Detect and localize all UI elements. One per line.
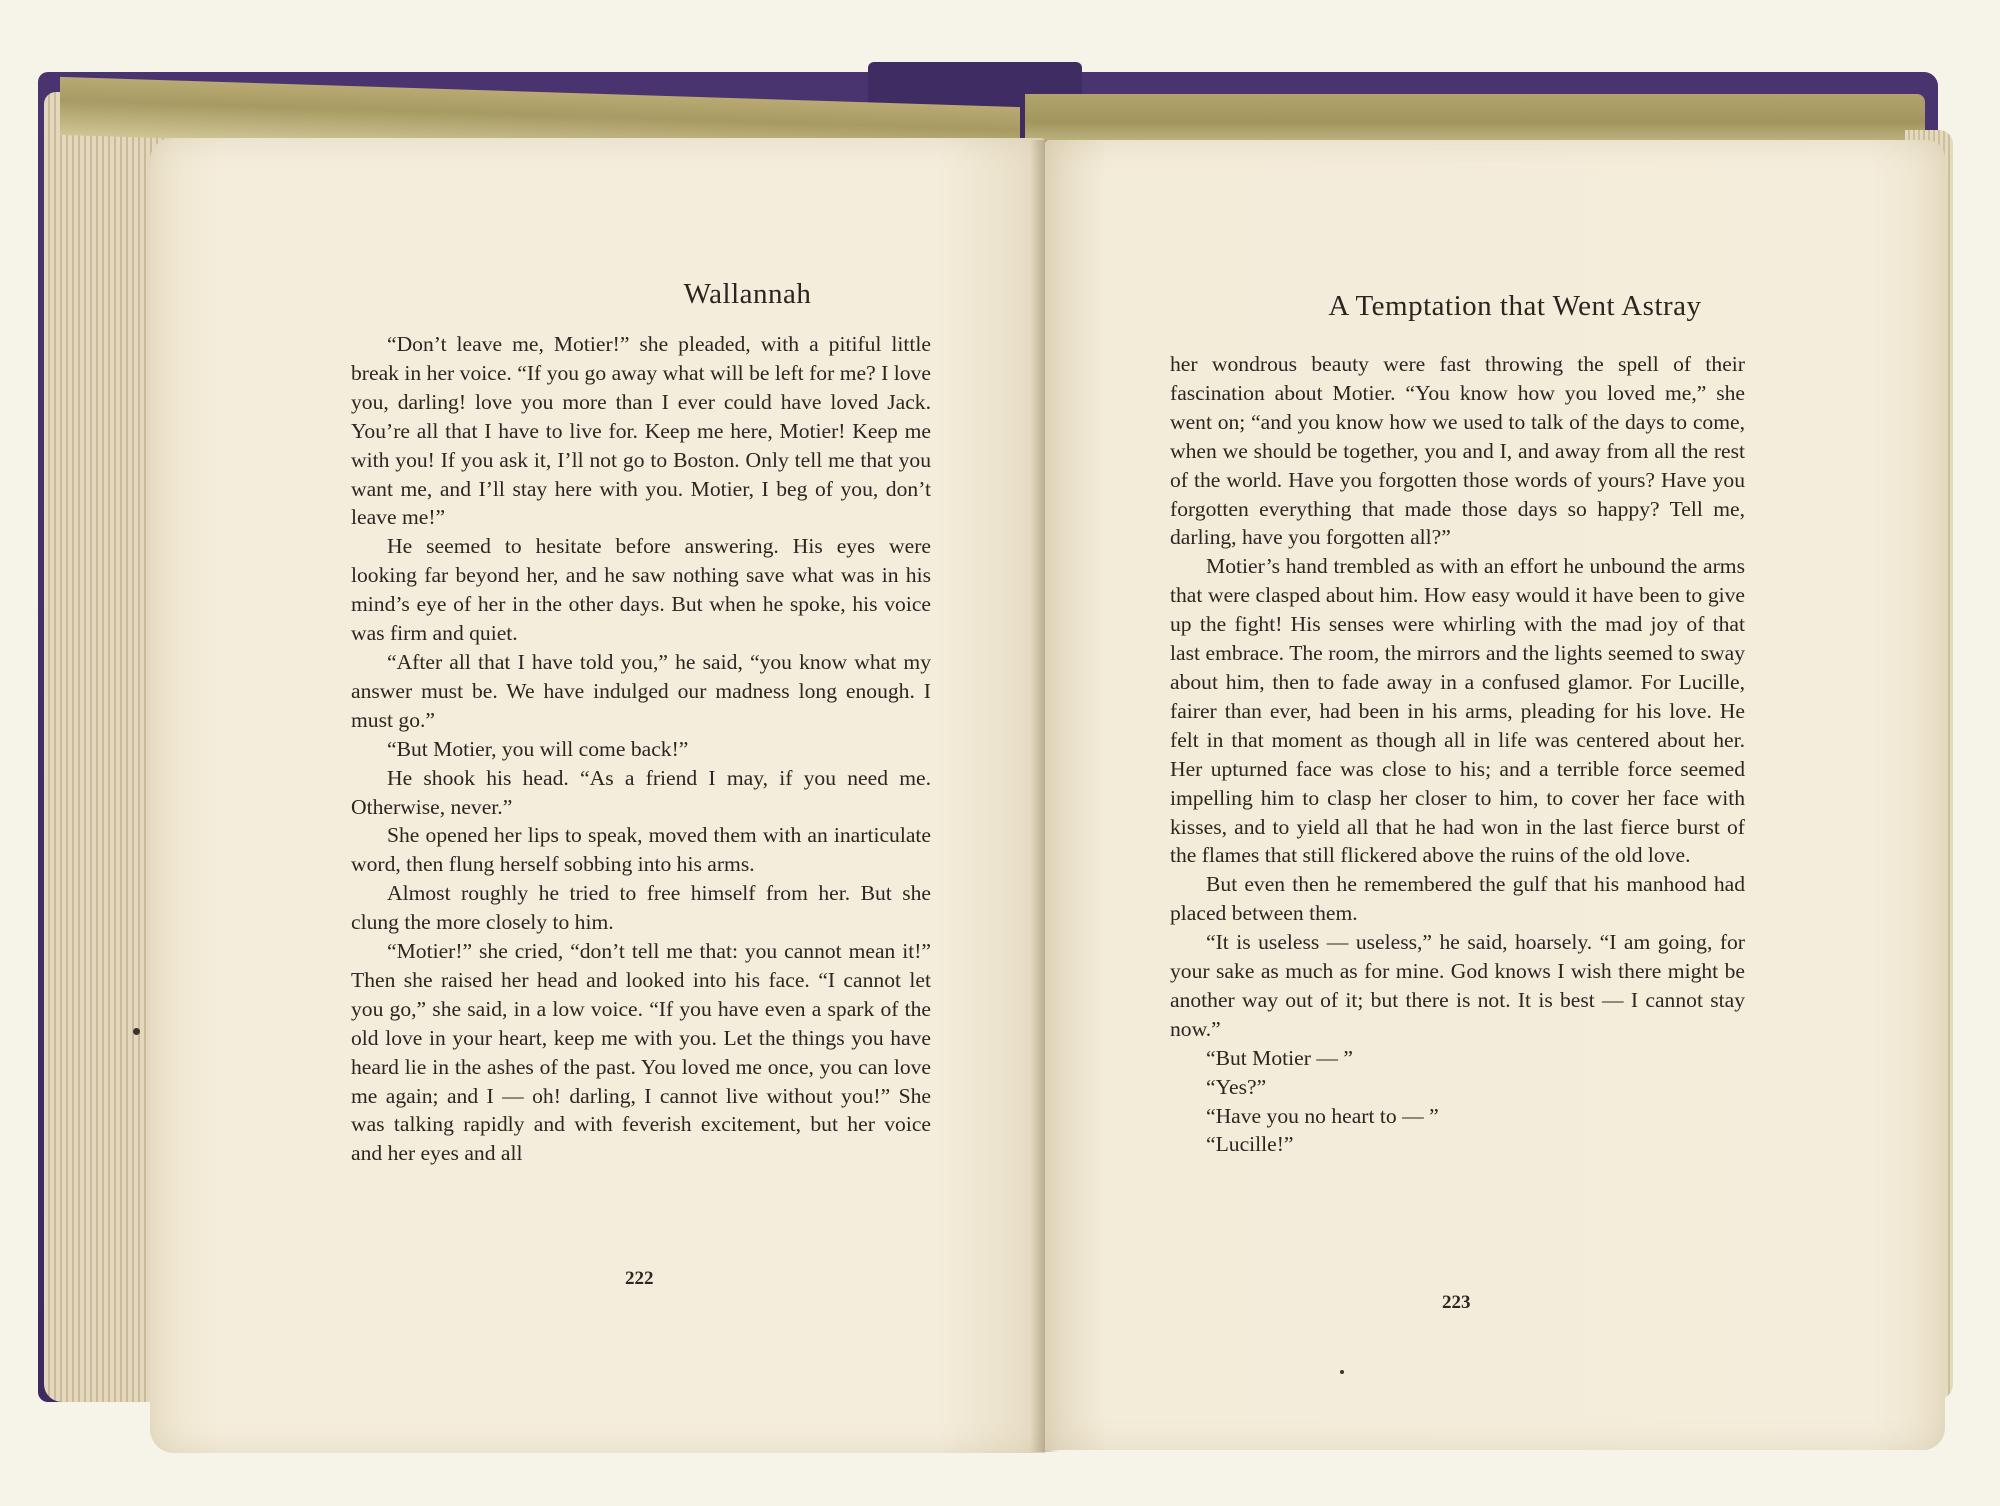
left-page <box>150 138 1045 1453</box>
paragraph: “Have you no heart to — ” <box>1206 1103 1439 1128</box>
right-page <box>1045 140 1945 1450</box>
paragraph: “After all that I have told you,” he said, “you know what my answer must be. We have indulged our madness long enough. I must go.” <box>351 649 931 732</box>
paper-speck <box>1340 1370 1344 1374</box>
paragraph: Motier’s hand trembled as with an effort he unbound the arms that were clasped about him. How easy would it have been to give up the fight! His senses were whirling with the mad joy of that last embrace. The room, the mirrors and the lights seemed to sway about him, then to fade away in a confused glamor. For Lucille, fairer than ever, had been in his arms, pleading for his love. He felt in that moment as though all in life was centered about her. Her upturned face was close to his; and a terrible force seemed impelling him to clasp her closer to him, to cover her face with kisses, and to yield all that he had won in the last fierce burst of the flames that still flickered above the ruins of the old love. <box>1170 554 1745 868</box>
page-number-right: 223 <box>1442 1292 1471 1313</box>
paragraph: “Don’t leave me, Motier!” she pleaded, with a pitiful little break in her voice. “If you go away what will be left for me? I love you, darling! love you more than I ever could have loved Jack. You’re all that I have to live for. Keep me here, Motier! Keep me with you! If you ask it, I’ll not go to Boston. Only tell me that you want me, and I’ll stay here with you. Motier, I beg of you, don’t leave me!” <box>351 332 931 530</box>
page-number-left: 222 <box>625 1268 654 1289</box>
paragraph: “But Motier, you will come back!” <box>387 736 689 761</box>
paragraph: “It is useless — useless,” he said, hoarsely. “I am going, for your sake as much as for mine. God knows I wish there might be another way out of it; but there is not. It is best — I cannot stay now.” <box>1170 930 1745 1041</box>
paragraph: He shook his head. “As a friend I may, if you need me. Otherwise, never.” <box>351 765 931 819</box>
right-page-text <box>1170 350 1745 1159</box>
running-head-left: Wallannah <box>683 278 812 310</box>
paragraph: “But Motier — ” <box>1206 1045 1353 1070</box>
paragraph: her wondrous beauty were fast throwing the spell of their fascination about Motier. “You know how you loved me,” she went on; “and you know how we used to talk of the days to come, when we should be together, you and I, and away from all the rest of the world. Have you forgotten those words of yours? Have you forgotten everything that made those days so happy? Tell me, darling, have you forgotten all?” <box>1170 352 1745 550</box>
left-page-text <box>351 330 931 1168</box>
paragraph: “Yes?” <box>1206 1074 1267 1099</box>
running-head-right: A Temptation that Went Astray <box>1328 290 1702 322</box>
paragraph: She opened her lips to speak, moved them with an inarticulate word, then flung herself sobbing into his arms. <box>351 823 931 877</box>
paragraph: “Motier!” she cried, “don’t tell me that: you cannot mean it!” Then she raised her head and looked into his face. “I cannot let you go,” she said, in a low voice. “If you have even a spark of the old love in your heart, keep me with you. Let the things you have heard lie in the ashes of the past. You loved me once, you can love me again; and I — oh! darling, I cannot live without you!” She was talking rapidly and with feverish excitement, but her voice and her eyes and all <box>351 939 931 1166</box>
paragraph: Almost roughly he tried to free himself from her. But she clung the more closely to him. <box>351 881 931 935</box>
paper-speck <box>133 1028 140 1035</box>
paragraph: “Lucille!” <box>1206 1132 1294 1157</box>
paragraph: But even then he remembered the gulf that his manhood had placed between them. <box>1170 872 1745 926</box>
paragraph: He seemed to hesitate before answering. His eyes were looking far beyond her, and he saw nothing save what was in his mind’s eye of her in the other days. But when he spoke, his voice was firm and quiet. <box>351 534 931 646</box>
